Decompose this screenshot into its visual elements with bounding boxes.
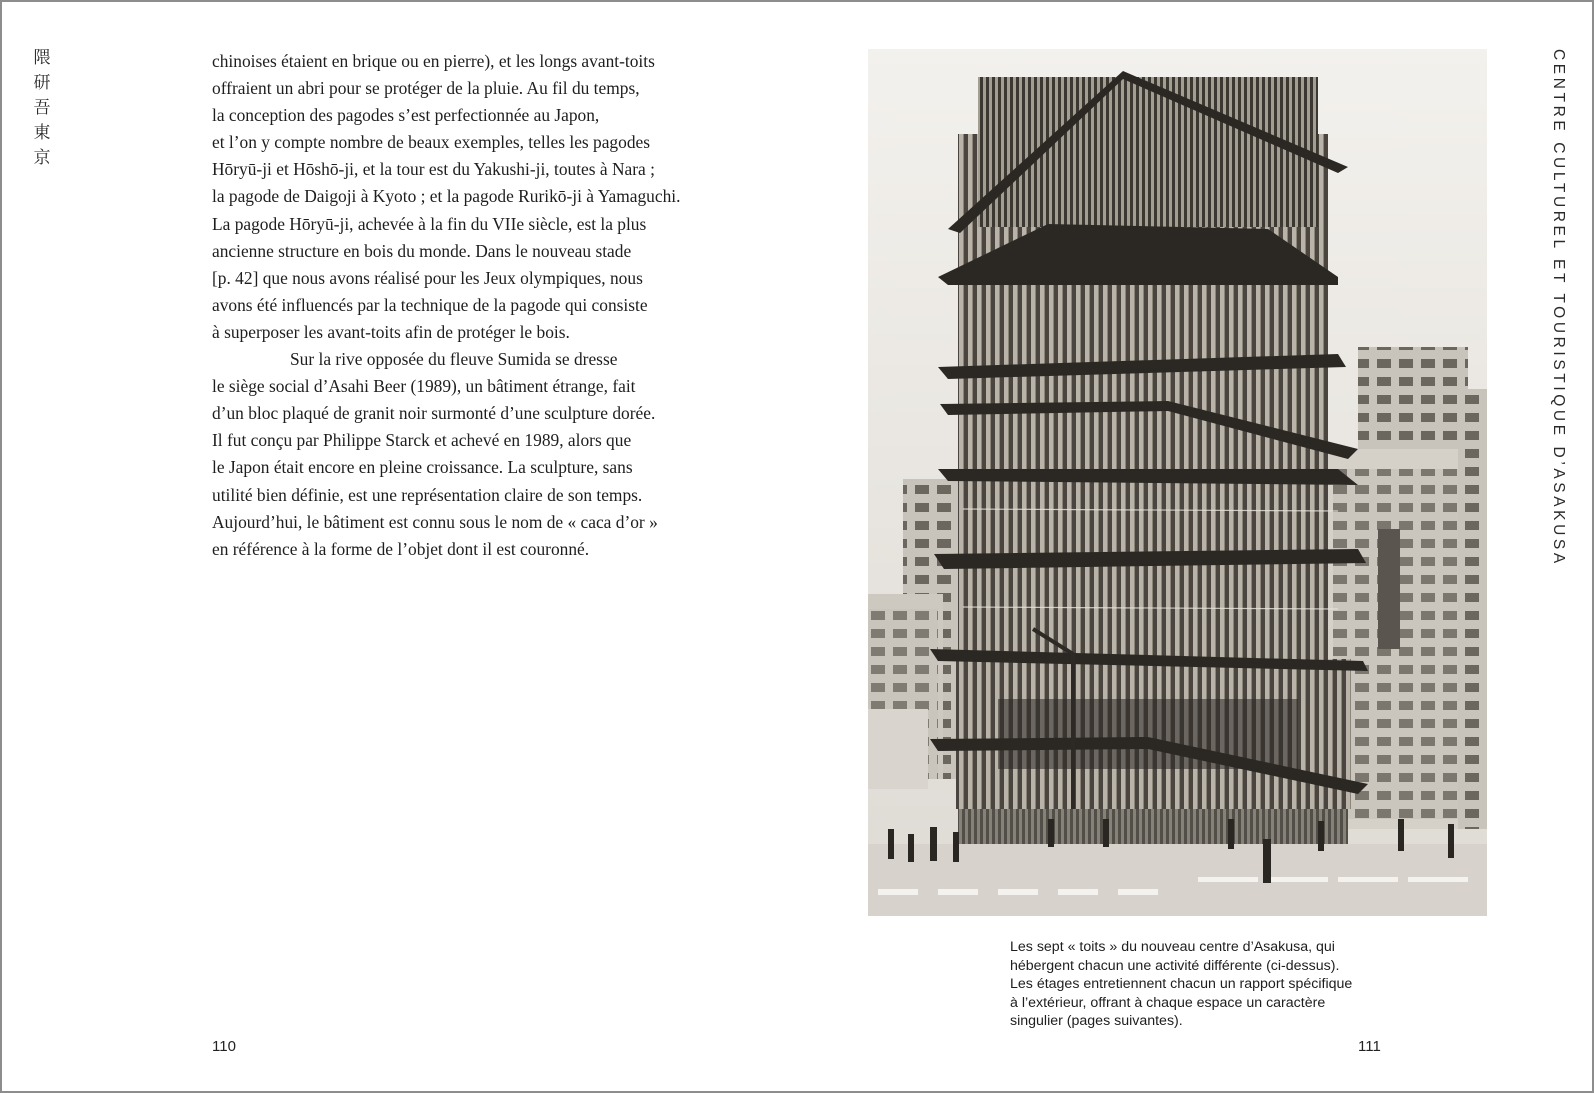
text-line: la conception des pagodes s’est perfectionnée au Japon, [212,105,600,126]
text-line: [p. 42] que nous avons réalisé pour les Jeux olympiques, nous [212,267,643,288]
body-paragraph [212,48,732,563]
text-line-indented: Sur la rive opposée du fleuve Sumida se dresse [290,349,618,370]
page-number-right: 111 [1358,1038,1381,1055]
caption-line: Les étages entretiennent chacun un rapport spécifique [1010,976,1353,993]
text-line: Hōryū-ji et Hōshō-ji, et la tour est du Yakushi-ji, toutes à Nara ; [212,159,655,180]
text-line: en référence à la forme de l’objet dont il est couronné. [212,538,590,559]
kanji-char: 隈 [33,48,51,68]
caption-line: Les sept « toits » du nouveau centre d’Asakusa, qui [1010,939,1335,955]
main-building [956,77,1351,834]
text-line: La pagode Hōryū-ji, achevée à la fin du VIIe siècle, est la plus [212,213,647,234]
kanji-char: 京 [33,148,51,168]
text-line: et l’on y compte nombre de beaux exemples, telles les pagodes [212,132,651,153]
building-photo [868,49,1487,916]
building-photo-illustration [868,49,1487,916]
text-line: à superposer les avant-toits afin de protéger le bois. [212,321,570,342]
text-line: ancienne structure en bois du monde. Dans le nouveau stade [212,240,632,261]
running-title-vertical: CENTRE CULTUREL ET TOURISTIQUE D’ASAKUSA [1550,49,1567,567]
text-line: utilité bien définie, est une représentation claire de son temps. [212,484,643,505]
text-line: la pagode de Daigoji à Kyoto ; et la pagode Rurikō-ji à Yamaguchi. [212,186,681,207]
caption-line: singulier (pages suivantes). [1010,1013,1183,1030]
photo-caption [1010,938,1410,1031]
kanji-char: 研 [33,73,51,93]
vertical-kanji-author [30,46,54,171]
text-line: Il fut conçu par Philippe Starck et achevé en 1989, alors que [212,430,632,451]
text-line: d’un bloc plaqué de granit noir surmonté d’une sculpture dorée. [212,403,656,424]
page-number-left: 110 [212,1038,236,1055]
text-line: avons été influencés par la technique de la pagode qui consiste [212,294,648,315]
kanji-char: 東 [33,123,51,143]
kanji-char: 吾 [33,98,51,118]
caption-line: hébergent chacun une activité différente (ci-dessus). [1010,957,1340,974]
text-line: offraient un abri pour se protéger de la pluie. Au fil du temps, [212,78,640,99]
caption-line: à l’extérieur, offrant à chaque espace un caractère [1010,994,1326,1011]
text-line: le siège social d’Asahi Beer (1989), un bâtiment étrange, fait [212,376,636,397]
text-line: le Japon était encore en pleine croissance. La sculpture, sans [212,457,633,478]
text-line: Aujourd’hui, le bâtiment est connu sous le nom de « caca d’or » [212,511,658,532]
text-line: chinoises étaient en brique ou en pierre), et les longs avant-toits [212,51,655,71]
